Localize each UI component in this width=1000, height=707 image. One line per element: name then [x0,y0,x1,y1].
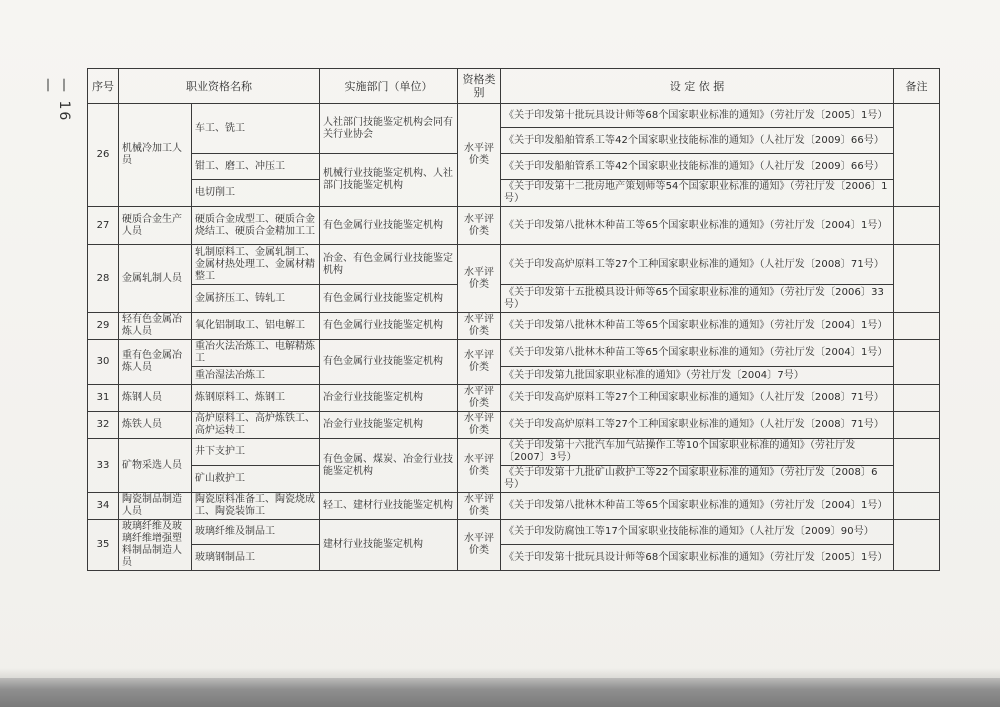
row-group: 硬质合金生产人员 [119,207,192,245]
row-item: 高炉原料工、高炉炼铁工、高炉运转工 [192,412,320,439]
row-seq: 31 [88,385,119,412]
row-dept: 有色金属行业技能鉴定机构 [320,207,458,245]
row-group: 炼钢人员 [119,385,192,412]
row-basis: 《关于印发第八批林木种苗工等65个国家职业标准的通知》（劳社厅发〔2004〕1号） [501,340,894,367]
row-dept: 轻工、建材行业技能鉴定机构 [320,493,458,520]
table-row [88,493,940,520]
row-category: 水平评价类 [458,520,501,571]
qualification-table [87,68,940,571]
row-basis: 《关于印发第十九批矿山救护工等22个国家职业标准的通知》（劳社厅发〔2008〕6号） [501,466,894,493]
table-row [88,367,940,385]
row-dept: 建材行业技能鉴定机构 [320,520,458,571]
row-basis: 《关于印发高炉原料工等27个工种国家职业标准的通知》（人社厅发〔2008〕71号） [501,245,894,285]
table-row [88,340,940,367]
row-basis: 《关于印发防腐蚀工等17个国家职业技能标准的通知》（人社厅发〔2009〕90号） [501,520,894,545]
row-basis: 《关于印发船舶管系工等42个国家职业技能标准的通知》（人社厅发〔2009〕66号） [501,128,894,154]
row-dept: 冶金、有色金属行业技能鉴定机构 [320,245,458,285]
row-group: 金属轧制人员 [119,245,192,313]
row-seq: 27 [88,207,119,245]
header-note: 备注 [894,69,940,104]
table-row [88,545,940,571]
row-dept: 有色金属、煤炭、冶金行业技能鉴定机构 [320,439,458,493]
row-basis: 《关于印发第八批林木种苗工等65个国家职业标准的通知》（劳社厅发〔2004〕1号） [501,313,894,340]
header-category: 资格类别 [458,69,501,104]
row-note [894,207,940,245]
row-category: 水平评价类 [458,207,501,245]
row-basis: 《关于印发第十六批汽车加气站操作工等10个国家职业标准的通知》（劳社厅发〔2007〕3号） [501,439,894,466]
row-note [894,493,940,520]
row-group: 轻有色金属冶炼人员 [119,313,192,340]
row-item: 矿山救护工 [192,466,320,493]
table-row [88,439,940,466]
row-seq: 29 [88,313,119,340]
header-dept: 实施部门（单位） [320,69,458,104]
row-group: 机械冷加工人员 [119,104,192,207]
row-item: 陶瓷原料准备工、陶瓷烧成工、陶瓷装饰工 [192,493,320,520]
row-basis: 《关于印发第八批林木种苗工等65个国家职业标准的通知》（劳社厅发〔2004〕1号） [501,207,894,245]
row-category: 水平评价类 [458,385,501,412]
row-basis: 《关于印发高炉原料工等27个工种国家职业标准的通知》（人社厅发〔2008〕71号） [501,412,894,439]
row-note [894,520,940,571]
row-category: 水平评价类 [458,245,501,313]
table-row [88,313,940,340]
row-dept: 有色金属行业技能鉴定机构 [320,313,458,340]
row-basis: 《关于印发第十二批房地产策划师等54个国家职业标准的通知》（劳社厅发〔2006〕1号） [501,180,894,207]
row-basis: 《关于印发第十批玩具设计师等68个国家职业标准的通知》（劳社厅发〔2005〕1号） [501,104,894,128]
row-category: 水平评价类 [458,313,501,340]
table-row [88,104,940,128]
row-item: 玻璃钢制品工 [192,545,320,571]
row-seq: 30 [88,340,119,385]
row-item: 电切削工 [192,180,320,207]
row-basis: 《关于印发第八批林木种苗工等65个国家职业标准的通知》（劳社厅发〔2004〕1号） [501,493,894,520]
row-category: 水平评价类 [458,104,501,207]
row-group: 陶瓷制品制造人员 [119,493,192,520]
table-row [88,154,940,180]
row-note [894,439,940,493]
row-basis: 《关于印发第十五批模具设计师等65个国家职业标准的通知》（劳社厅发〔2006〕33号） [501,285,894,313]
row-seq: 32 [88,412,119,439]
row-seq: 28 [88,245,119,313]
row-category: 水平评价类 [458,493,501,520]
row-category: 水平评价类 [458,439,501,493]
table-row [88,207,940,245]
row-item: 硬质合金成型工、硬质合金烧结工、硬质合金精加工工 [192,207,320,245]
table-row [88,180,940,207]
row-dept: 冶金行业技能鉴定机构 [320,412,458,439]
row-note [894,104,940,207]
row-dept: 有色金属行业技能鉴定机构 [320,340,458,385]
row-group: 矿物采选人员 [119,439,192,493]
row-dept: 人社部门技能鉴定机构会同有关行业协会 [320,104,458,154]
row-seq: 26 [88,104,119,207]
row-item: 炼钢原料工、炼钢工 [192,385,320,412]
row-item: 钳工、磨工、冲压工 [192,154,320,180]
row-item: 金属挤压工、铸轧工 [192,285,320,313]
row-item: 玻璃纤维及制品工 [192,520,320,545]
page-bottom-shadow [0,668,1000,707]
header-basis: 设 定 依 据 [501,69,894,104]
page-number: — 16 — [40,78,72,123]
row-item: 重冶湿法冶炼工 [192,367,320,385]
row-category: 水平评价类 [458,340,501,385]
row-dept: 冶金行业技能鉴定机构 [320,385,458,412]
row-seq: 34 [88,493,119,520]
row-note [894,313,940,340]
row-seq: 35 [88,520,119,571]
row-basis: 《关于印发第十批玩具设计师等68个国家职业标准的通知》（劳社厅发〔2005〕1号） [501,545,894,571]
row-note [894,340,940,385]
row-group: 炼铁人员 [119,412,192,439]
row-item: 轧制原料工、金属轧制工、金属材热处理工、金属材精整工 [192,245,320,285]
row-basis: 《关于印发第九批国家职业标准的通知》（劳社厅发〔2004〕7号） [501,367,894,385]
row-seq: 33 [88,439,119,493]
row-item: 井下支护工 [192,439,320,466]
row-note [894,412,940,439]
table-row [88,245,940,285]
table-row [88,412,940,439]
row-item: 重冶火法冶炼工、电解精炼工 [192,340,320,367]
row-group: 玻璃纤维及玻璃纤维增强塑料制品制造人员 [119,520,192,571]
row-basis: 《关于印发船舶管系工等42个国家职业技能标准的通知》（人社厅发〔2009〕66号） [501,154,894,180]
table-row [88,520,940,545]
row-item: 氧化铝制取工、铝电解工 [192,313,320,340]
row-dept: 有色金属行业技能鉴定机构 [320,285,458,313]
row-note [894,245,940,313]
table-row [88,466,940,493]
row-dept: 机械行业技能鉴定机构、人社部门技能鉴定机构 [320,154,458,207]
table-row [88,285,940,313]
table-row [88,385,940,412]
row-group: 重有色金属冶炼人员 [119,340,192,385]
row-item: 车工、铣工 [192,104,320,154]
row-category: 水平评价类 [458,412,501,439]
header-name: 职业资格名称 [119,69,320,104]
table-header-row [88,69,940,104]
row-note [894,385,940,412]
row-basis: 《关于印发高炉原料工等27个工种国家职业标准的通知》（人社厅发〔2008〕71号） [501,385,894,412]
header-seq: 序号 [88,69,119,104]
